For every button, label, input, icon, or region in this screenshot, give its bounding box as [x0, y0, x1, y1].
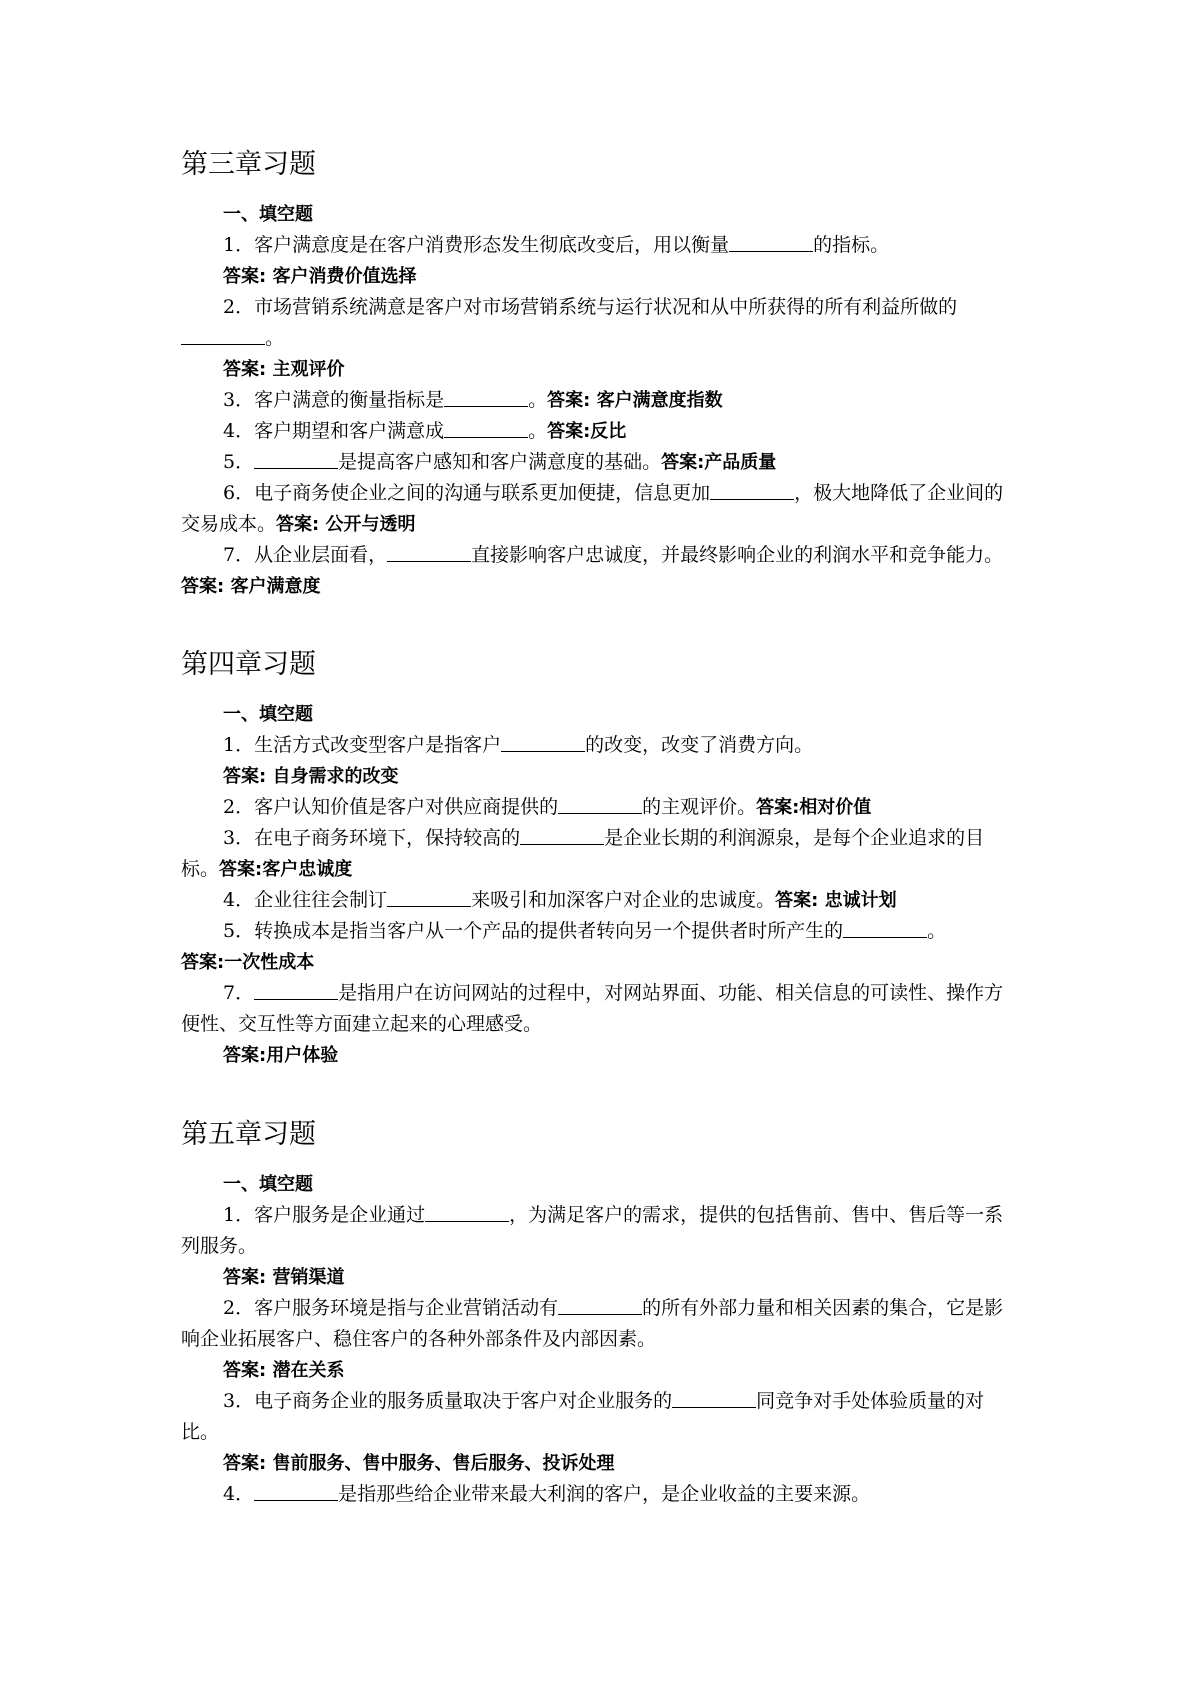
answer: 答案:一次性成本: [181, 952, 315, 973]
blank: [444, 417, 528, 438]
question-4: 4．企业往往会制订 来吸引和加深客户对企业的忠诚度。答案: 忠诚计划: [181, 885, 1018, 916]
chapter-5: [181, 1115, 1018, 1510]
question-6: 6．电子商务使企业之间的沟通与联系更加便捷，信息更加 ，极大地降低了企业间的交易成本。答案: 公开与透明: [181, 478, 1018, 540]
question-2: 2．市场营销系统满意是客户对市场营销系统与运行状况和从中所获得的所有利益所做的。: [181, 292, 1018, 354]
answer: 答案: 主观评价: [223, 359, 345, 380]
blank: [729, 231, 813, 252]
blank: [387, 541, 471, 562]
answer: 答案: 自身需求的改变: [223, 766, 399, 787]
chapter-title: 第四章习题: [181, 649, 316, 680]
blank: [558, 793, 642, 814]
question-3: 3．客户满意的衡量指标是 。答案: 客户满意度指数: [181, 385, 1018, 416]
section-title: 一、填空题: [223, 704, 313, 725]
answer: 答案:反比: [547, 421, 627, 442]
answer: 答案: 营销渠道: [223, 1267, 345, 1288]
answer: 答案: 潜在关系: [223, 1360, 345, 1381]
blank: [444, 386, 528, 407]
question-4: 4． 是指那些给企业带来最大利润的客户，是企业收益的主要来源。: [181, 1479, 1018, 1510]
question-7: 7． 是指用户在访问网站的过程中，对网站界面、功能、相关信息的可读性、操作方便性、交互性等方面建立起来的心理感受。: [181, 978, 1018, 1040]
question-1: 1．客户满意度是在客户消费形态发生彻底改变后，用以衡量 的指标。: [181, 230, 1018, 261]
answer: 答案: 忠诚计划: [775, 890, 897, 911]
section-title: 一、填空题: [223, 1174, 313, 1195]
question-3: 3．在电子商务环境下，保持较高的 是企业长期的利润源泉，是每个企业追求的目标。答案:客户忠诚度: [181, 823, 1018, 885]
blank: [254, 448, 338, 469]
chapter-title: 第五章习题: [181, 1119, 316, 1150]
blank: [254, 1480, 338, 1501]
answer: 答案: 客户满意度指数: [547, 390, 723, 411]
blank: [501, 731, 585, 752]
answer: 答案: 公开与透明: [276, 514, 416, 535]
answer: 答案:相对价值: [756, 797, 872, 818]
blank: [387, 886, 471, 907]
blank: [672, 1387, 756, 1408]
answer: 答案: 客户消费价值选择: [223, 266, 417, 287]
question-2: 2．客户认知价值是客户对供应商提供的 的主观评价。答案:相对价值: [181, 792, 1018, 823]
blank: [710, 479, 794, 500]
blank: [520, 824, 604, 845]
blank: [843, 917, 927, 938]
question-7: 7．从企业层面看， 直接影响客户忠诚度，并最终影响企业的利润水平和竞争能力。答案: 客户满意度: [181, 540, 1018, 602]
blank: [425, 1201, 509, 1222]
question-5: 5．转换成本是指当客户从一个产品的提供者转向另一个提供者时所产生的 。: [181, 916, 1018, 947]
question-4: 4．客户期望和客户满意成 。答案:反比: [181, 416, 1018, 447]
chapter-4: [181, 645, 1018, 1071]
answer: 答案: 售前服务、售中服务、售后服务、投诉处理: [223, 1453, 615, 1474]
question-2: 2．客户服务环境是指与企业营销活动有 的所有外部力量和相关因素的集合，它是影响企业拓展客户、稳住客户的各种外部条件及内部因素。: [181, 1293, 1018, 1355]
blank: [558, 1294, 642, 1315]
question-5: 5． 是提高客户感知和客户满意度的基础。答案:产品质量: [181, 447, 1018, 478]
answer: 答案:用户体验: [223, 1045, 339, 1066]
answer: 答案:客户忠诚度: [219, 859, 353, 880]
section-title: 一、填空题: [223, 204, 313, 225]
chapter-title: 第三章习题: [181, 149, 316, 180]
answer: 答案: 客户满意度: [181, 576, 321, 597]
question-3: 3．电子商务企业的服务质量取决于客户对企业服务的 同竞争对手处体验质量的对比。: [181, 1386, 1018, 1448]
answer: 答案:产品质量: [661, 452, 777, 473]
chapter-3: [181, 145, 1018, 602]
blank: [181, 324, 265, 345]
question-1: 1．生活方式改变型客户是指客户 的改变，改变了消费方向。: [181, 730, 1018, 761]
blank: [254, 979, 338, 1000]
question-1: 1．客户服务是企业通过 ，为满足客户的需求，提供的包括售前、售中、售后等一系列服务。: [181, 1200, 1018, 1262]
